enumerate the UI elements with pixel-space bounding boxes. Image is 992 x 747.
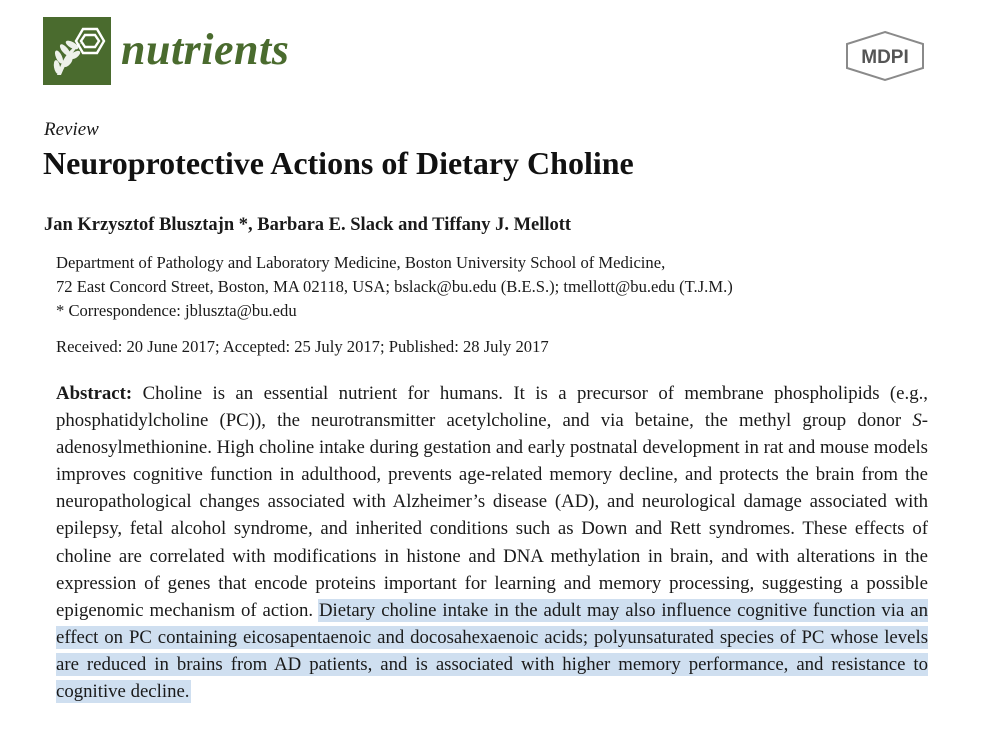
abstract-label: Abstract: xyxy=(56,383,133,404)
article-title: Neuroprotective Actions of Dietary Choline xyxy=(43,145,634,181)
correspondence[interactable]: * Correspondence: jbluszta@bu.edu xyxy=(56,301,297,320)
article-type: Review xyxy=(44,119,99,140)
affiliation-line[interactable]: 72 East Concord Street, Boston, MA 02118, USA; bslack@bu.edu (B.E.S.); tmellott@bu.edu (T.J.M.) xyxy=(56,277,733,296)
abstract-text: -adenosylmethionine. High choline intake during gestation and early postnatal development in rat and mouse models improves cognitive function in adulthood, prevents age-related memory decline, and protects the brain from the neuropathological changes associated with Alzheimer’s disease (AD), and neurological damage associated with epilepsy, fetal alcohol syndrome, and inherited conditions such as Down and Rett syndromes. These effects of choline are correlated with modifications in histone and DNA methylation in brain, and with alterations in the expression of genes that encode proteins important for learning and memory processing, suggesting a possible epigenomic mechanism of action. xyxy=(56,410,928,621)
laurel-hexagon-logo-icon xyxy=(43,17,111,85)
journal-name[interactable]: nutrients xyxy=(121,25,290,74)
author-list: Jan Krzysztof Blusztajn *, Barbara E. Slack and Tiffany J. Mellott xyxy=(44,215,572,235)
journal-logo[interactable] xyxy=(43,17,111,85)
affiliation-line: Department of Pathology and Laboratory Medicine, Boston University School of Medicine, xyxy=(56,253,666,272)
abstract xyxy=(56,380,928,705)
mdpi-logo[interactable] xyxy=(843,30,927,82)
abstract-text: Choline is an essential nutrient for humans. It is a precursor of membrane phospholipids (e.g., phosphatidylcholine (PC)), the neurotransmitter acetylcholine, and via betaine, the methyl group donor xyxy=(56,383,928,432)
publisher-name: MDPI xyxy=(861,47,909,68)
affiliations xyxy=(56,251,936,323)
publication-dates: Received: 20 June 2017; Accepted: 25 July 2017; Published: 28 July 2017 xyxy=(56,337,549,356)
abstract-italic: S xyxy=(912,410,922,432)
highlighted-selection[interactable]: Dietary choline intake in the adult may also influence cognitive function via an effect on PC containing eicosapentaenoic and docosahexaenoic acids; polyunsaturated species of PC whose levels are reduced in brains from AD patients, and is associated with higher memory performance, and resistance to cognitive decline. xyxy=(56,599,928,703)
